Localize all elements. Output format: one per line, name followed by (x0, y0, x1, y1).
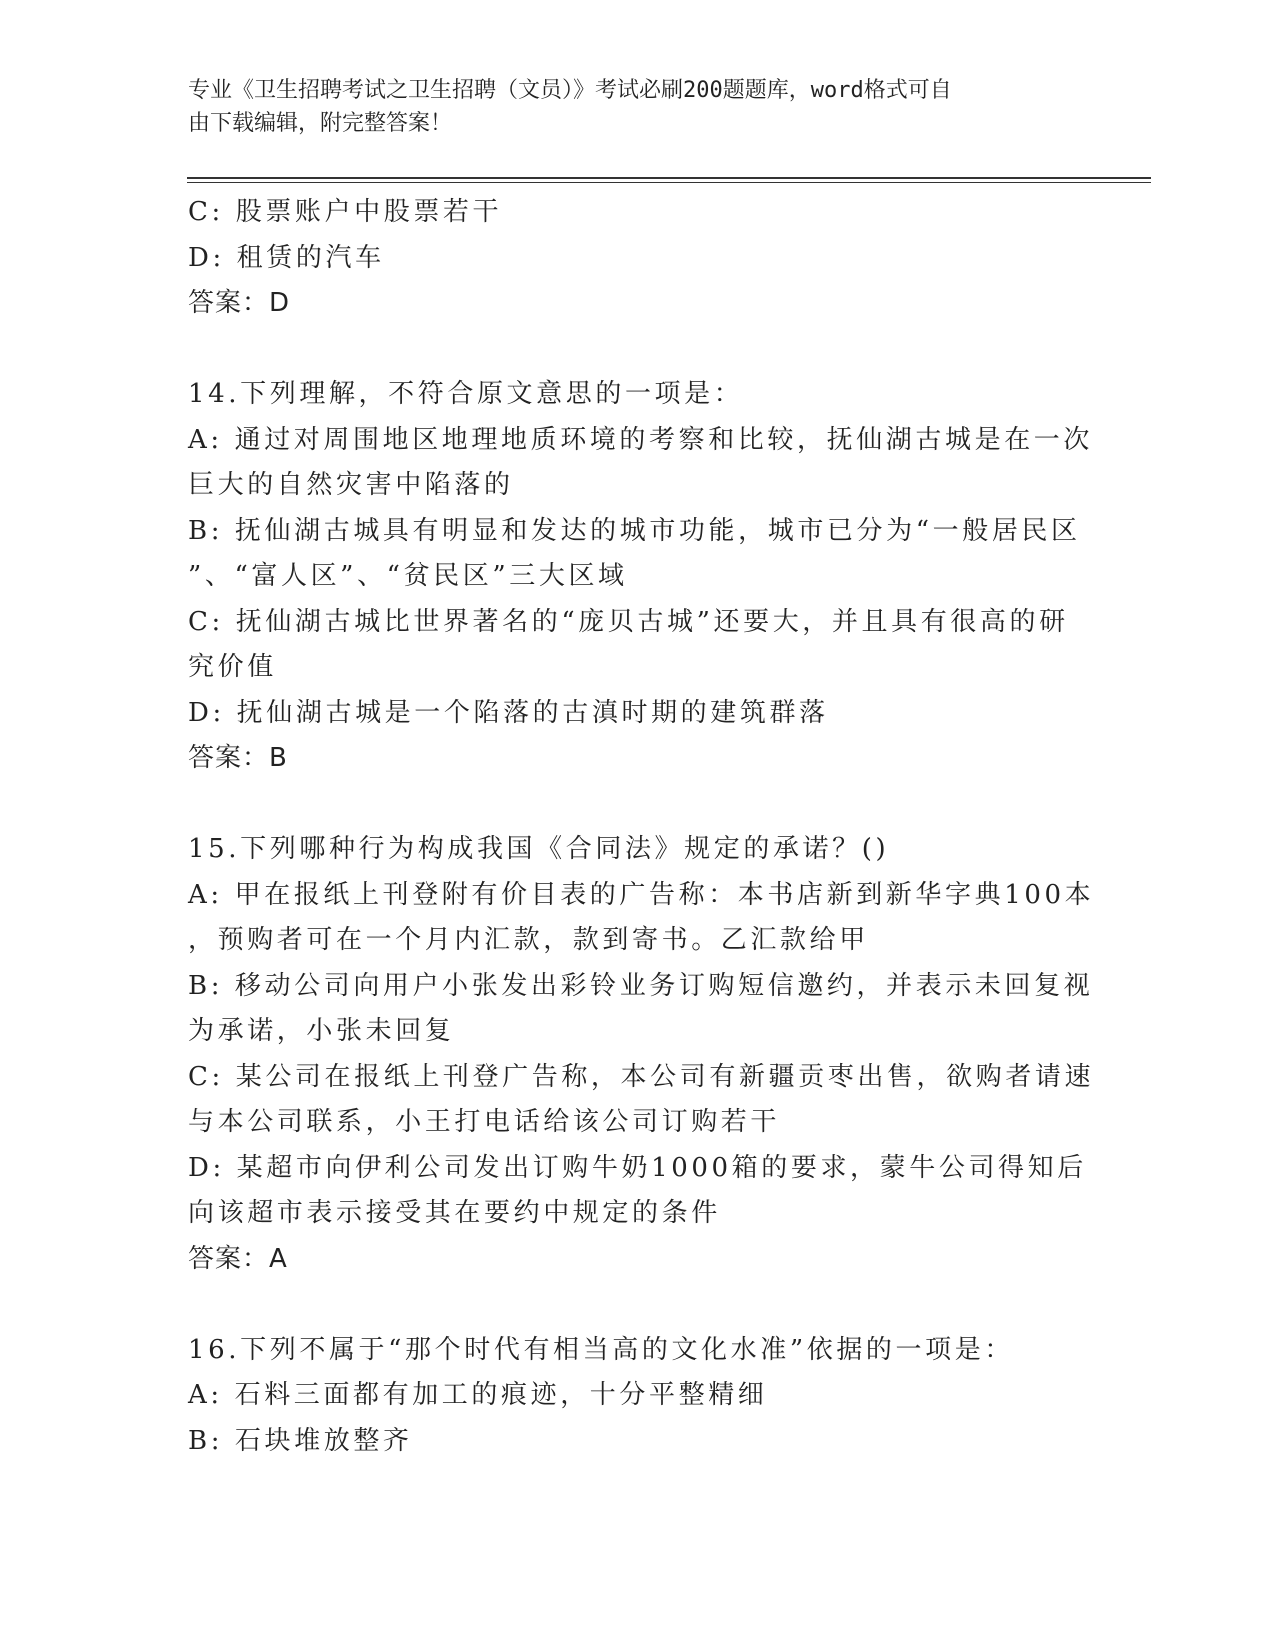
question-13 (188, 190, 1068, 327)
q13-option-c: C: 股票账户中股票若干 (188, 197, 503, 227)
header-divider-thick (187, 177, 1151, 179)
q14-option-a-line-1: A: 通过对周围地区地理地质环境的考察和比较，抚仙湖古城是在一次 (188, 424, 1094, 455)
header-line-2: 由下载编辑，附完整答案！ (188, 111, 453, 136)
q15-option-c-line-2: 与本公司联系，小王打电话给该公司订购若干 (188, 1107, 781, 1137)
q16-stem: 16.下列不属于“那个时代有相当高的文化水准”依据的一项是： (188, 1334, 1014, 1365)
q14-option-d: D: 抚仙湖古城是一个陷落的古滇时期的建筑群落 (188, 697, 829, 728)
q14-option-c-line-1: C: 抚仙湖古城比世界著名的“庞贝古城”还要大，并且具有很高的研 (188, 606, 1069, 637)
q14-stem: 14.下列理解，不符合原文意思的一项是： (188, 379, 744, 409)
q16-option-b: B: 石块堆放整齐 (188, 1425, 413, 1456)
question-content (188, 190, 1095, 1464)
q15-stem: 15.下列哪种行为构成我国《合同法》规定的承诺？() (188, 834, 890, 864)
header-divider-thin (187, 182, 1151, 183)
spacer (188, 327, 1068, 373)
q14-option-b-line-1: B: 抚仙湖古城具有明显和发达的城市功能，城市已分为“一般居民区 (188, 515, 1081, 546)
spacer (188, 782, 1068, 828)
header-line-1: 专业《卫生招聘考试之卫生招聘（文员）》考试必刷200题题库，word格式可自 (188, 78, 952, 103)
q15-option-a-line-1: A: 甲在报纸上刊登附有价目表的广告称：本书店新到新华字典100本 (188, 879, 1095, 910)
q13-option-d: D: 租赁的汽车 (188, 242, 385, 273)
q15-option-d-line-1: D: 某超市向伊利公司发出订购牛奶1000箱的要求，蒙牛公司得知后 (188, 1152, 1087, 1183)
q13-answer: 答案：D (188, 288, 291, 318)
q14-option-b-line-2: ”、“富人区”、“贫民区”三大区域 (188, 561, 628, 591)
q15-option-d-line-2: 向该超市表示接受其在要约中规定的条件 (188, 1198, 721, 1228)
spacer (188, 1282, 1068, 1328)
q14-option-a-line-2: 巨大的自然灾害中陷落的 (188, 470, 514, 500)
q15-option-b-line-2: 为承诺，小张未回复 (188, 1016, 455, 1046)
q15-option-b-line-1: B: 移动公司向用户小张发出彩铃业务订购短信邀约，并表示未回复视 (188, 970, 1094, 1001)
q15-option-a-line-2: ，预购者可在一个月内汇款，款到寄书。乙汇款给甲 (188, 925, 869, 955)
q14-option-c-line-2: 究价值 (188, 652, 277, 682)
question-16 (188, 1328, 1068, 1465)
q14-answer: 答案：B (188, 743, 288, 773)
question-15 (188, 827, 1095, 1282)
q15-answer: 答案：A (188, 1243, 288, 1274)
q15-option-c-line-1: C: 某公司在报纸上刊登广告称，本公司有新疆贡枣出售，欲购者请速 (188, 1061, 1095, 1092)
page-header (188, 74, 1088, 140)
question-14 (188, 372, 1094, 782)
q16-option-a: A: 石料三面都有加工的痕迹，十分平整精细 (188, 1380, 768, 1410)
